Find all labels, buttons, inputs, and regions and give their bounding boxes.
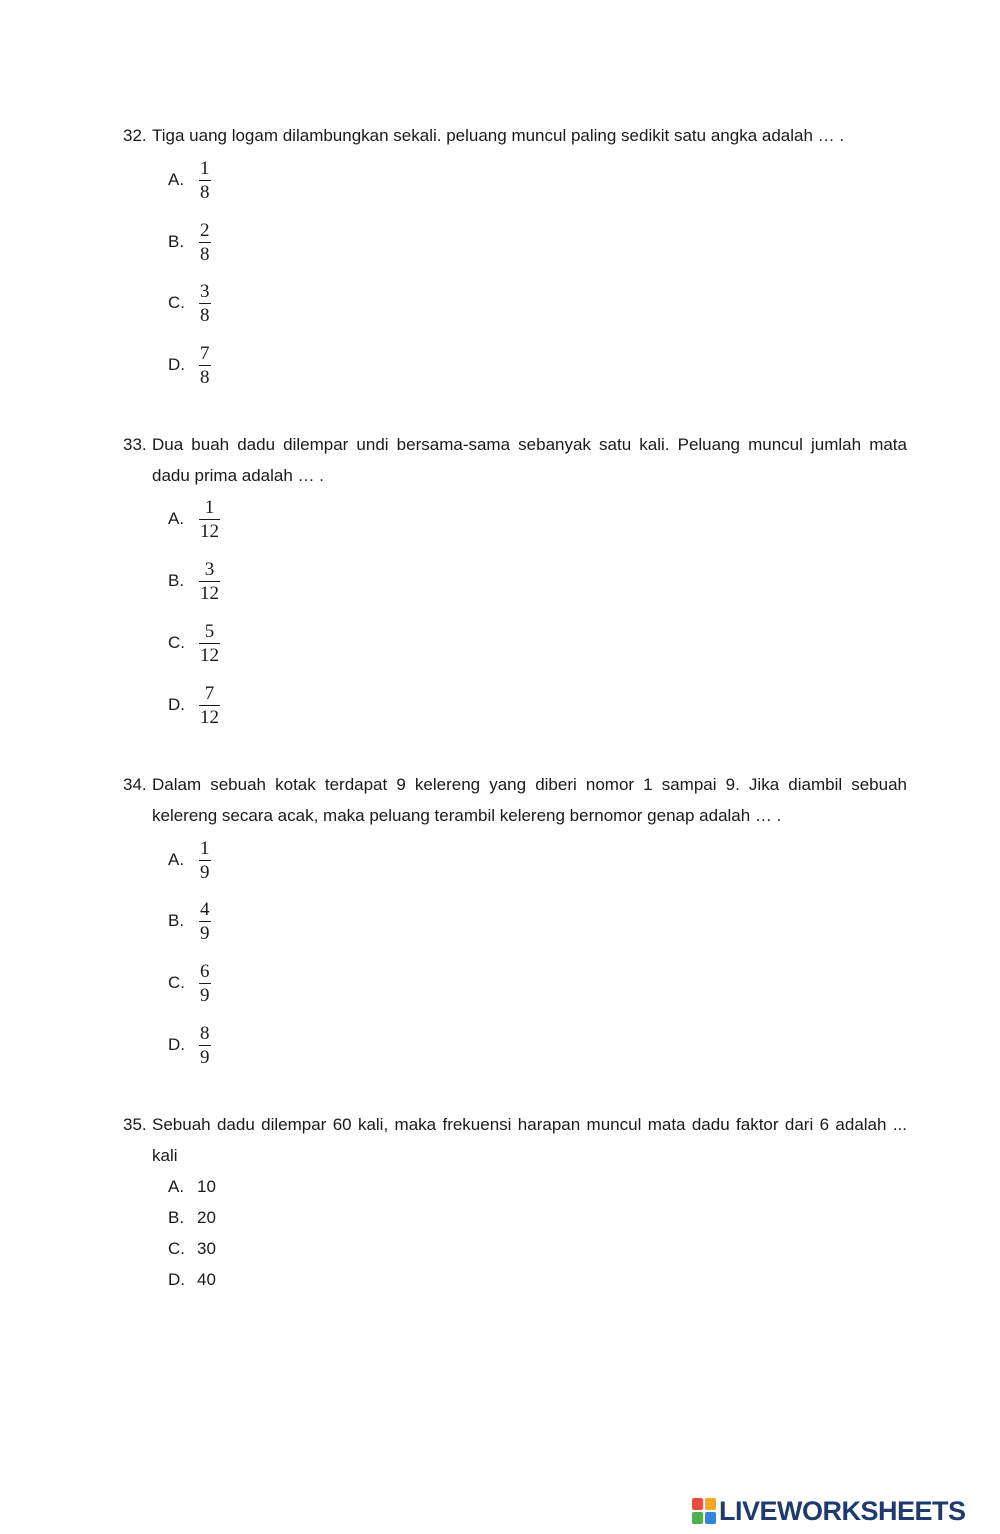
denominator: 12 <box>200 645 219 666</box>
question-number: 33. <box>123 435 147 454</box>
option-a[interactable] <box>168 1177 216 1197</box>
option-letter: D. <box>168 695 185 714</box>
fraction <box>199 961 211 1008</box>
fraction <box>199 899 211 946</box>
option-letter: C. <box>168 1239 185 1258</box>
numerator: 5 <box>204 621 215 642</box>
option-c[interactable] <box>168 1239 216 1259</box>
option-letter: D. <box>168 1270 185 1289</box>
fraction <box>199 559 220 606</box>
option-letter: B. <box>168 911 185 930</box>
option-b[interactable] <box>168 220 468 270</box>
option-d[interactable] <box>168 343 468 393</box>
question-body: Dua buah dadu dilempar undi bersama-sama sebanyak satu kali. Peluang muncul jumlah mata dadu prima adalah … . <box>152 435 907 485</box>
numerator: 7 <box>204 683 215 704</box>
numerator: 3 <box>200 281 210 302</box>
question-text <box>123 429 907 491</box>
option-value: 40 <box>197 1270 216 1289</box>
fraction <box>199 838 211 885</box>
fraction <box>199 683 220 730</box>
denominator: 8 <box>200 244 210 265</box>
option-value: 10 <box>197 1177 216 1196</box>
question-number: 34. <box>123 775 147 794</box>
option-d[interactable] <box>168 1023 468 1073</box>
option-letter: A. <box>168 170 185 189</box>
option-letter: B. <box>168 1208 185 1227</box>
denominator: 9 <box>200 923 210 944</box>
question-number: 32. <box>123 126 147 145</box>
denominator: 8 <box>200 182 210 203</box>
option-a[interactable] <box>168 497 468 547</box>
logo-mark-icon <box>692 1498 716 1524</box>
numerator: 4 <box>200 899 210 920</box>
option-d[interactable] <box>168 1270 216 1290</box>
option-letter: A. <box>168 850 185 869</box>
liveworksheets-logo[interactable] <box>692 1494 992 1528</box>
option-letter: D. <box>168 1035 185 1054</box>
option-value: 30 <box>197 1239 216 1258</box>
logo-text: LIVEWORKSHEETS <box>719 1495 966 1526</box>
denominator: 9 <box>200 862 210 883</box>
option-letter: C. <box>168 633 185 652</box>
denominator: 12 <box>200 707 219 728</box>
numerator: 6 <box>200 961 210 982</box>
option-letter: C. <box>168 293 185 312</box>
fraction <box>199 1023 211 1070</box>
fraction <box>199 220 211 267</box>
option-value: 20 <box>197 1208 216 1227</box>
option-letter: C. <box>168 973 185 992</box>
option-b[interactable] <box>168 899 468 949</box>
numerator: 2 <box>200 220 210 241</box>
numerator: 7 <box>200 343 210 364</box>
option-c[interactable] <box>168 961 468 1011</box>
numerator: 8 <box>200 1023 210 1044</box>
option-a[interactable] <box>168 158 468 208</box>
numerator: 1 <box>200 838 210 859</box>
question-text <box>123 120 907 151</box>
fraction <box>199 281 211 328</box>
option-letter: B. <box>168 571 185 590</box>
question-text <box>123 1109 907 1171</box>
option-c[interactable] <box>168 281 468 331</box>
question-number: 35. <box>123 1115 147 1134</box>
denominator: 9 <box>200 985 210 1006</box>
denominator: 12 <box>200 583 219 604</box>
fraction <box>199 158 211 205</box>
numerator: 1 <box>200 158 210 179</box>
option-letter: A. <box>168 509 185 528</box>
option-letter: D. <box>168 355 185 374</box>
denominator: 12 <box>200 521 219 542</box>
denominator: 8 <box>200 305 210 326</box>
question-body: Sebuah dadu dilempar 60 kali, maka frekuensi harapan muncul mata dadu faktor dari 6 adalah ... kali <box>152 1115 907 1165</box>
denominator: 8 <box>200 367 210 388</box>
fraction <box>199 343 211 390</box>
numerator: 3 <box>204 559 215 580</box>
question-body: Dalam sebuah kotak terdapat 9 kelereng yang diberi nomor 1 sampai 9. Jika diambil sebuah kelereng secara acak, maka peluang terambil kelereng bernomor genap adalah … . <box>152 775 907 825</box>
option-c[interactable] <box>168 621 468 671</box>
option-b[interactable] <box>168 559 468 609</box>
numerator: 1 <box>204 497 215 518</box>
option-letter: B. <box>168 232 185 251</box>
fraction <box>199 497 220 544</box>
question-text <box>123 769 907 831</box>
option-d[interactable] <box>168 683 468 733</box>
option-b[interactable] <box>168 1208 216 1228</box>
option-letter: A. <box>168 1177 185 1196</box>
option-a[interactable] <box>168 838 468 888</box>
fraction <box>199 621 220 668</box>
denominator: 9 <box>200 1047 210 1068</box>
question-body: Tiga uang logam dilambungkan sekali. peluang muncul paling sedikit satu angka adalah … . <box>152 126 845 145</box>
